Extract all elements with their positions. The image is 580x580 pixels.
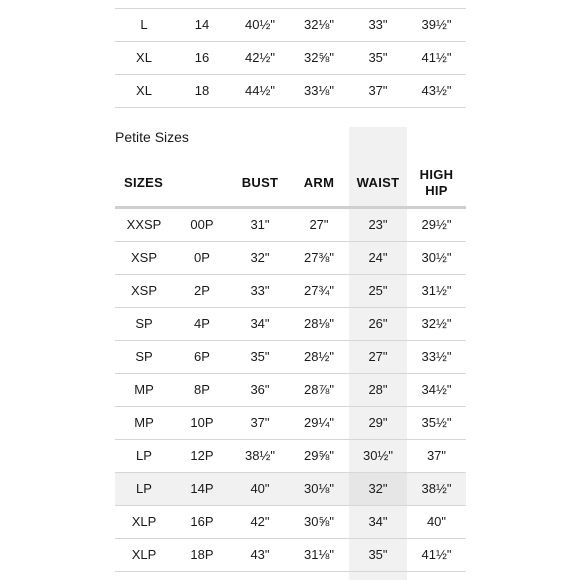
size-cell: SP bbox=[135, 316, 153, 331]
high-hip-cell: 38½" bbox=[421, 481, 452, 496]
header-arm: ARM bbox=[303, 175, 335, 190]
table-row bbox=[115, 242, 466, 275]
arm-cell: 28½" bbox=[304, 349, 334, 364]
high-hip-cell: 35½" bbox=[421, 415, 452, 430]
table-row bbox=[115, 440, 466, 473]
numeric-size-cell: 14 bbox=[194, 17, 210, 32]
arm-cell: 29¼" bbox=[304, 415, 334, 430]
size-cell: XLP bbox=[131, 514, 157, 529]
numeric-size-cell: 12P bbox=[190, 448, 214, 463]
bust-cell: 40½" bbox=[245, 17, 275, 32]
arm-cell: 29⅝" bbox=[304, 448, 334, 463]
size-cell: MP bbox=[134, 382, 154, 397]
bust-cell: 36" bbox=[250, 382, 270, 397]
numeric-size-cell: 14P bbox=[190, 481, 214, 496]
arm-cell: 27" bbox=[309, 217, 329, 232]
numeric-size-cell: 10P bbox=[190, 415, 214, 430]
size-cell: XLP bbox=[131, 547, 157, 562]
numeric-size-cell: 18P bbox=[190, 547, 214, 562]
arm-cell: 32⅝" bbox=[304, 50, 334, 65]
waist-cell: 26" bbox=[368, 316, 388, 331]
size-cell: XSP bbox=[130, 283, 157, 298]
size-cell: XXSP bbox=[126, 217, 162, 232]
waist-cell: 28" bbox=[368, 382, 388, 397]
high-hip-cell: 40" bbox=[426, 514, 447, 529]
high-hip-cell: 41½" bbox=[421, 547, 452, 562]
high-hip-cell: 39½" bbox=[421, 17, 452, 32]
petite-size-table bbox=[115, 209, 466, 572]
waist-cell: 32" bbox=[368, 481, 388, 496]
bust-cell: 43" bbox=[250, 547, 270, 562]
numeric-size-cell: 4P bbox=[194, 316, 210, 331]
high-hip-cell: 31½" bbox=[421, 283, 452, 298]
size-cell: XL bbox=[136, 83, 152, 98]
numeric-size-cell: 16 bbox=[194, 50, 210, 65]
bust-cell: 31" bbox=[250, 217, 270, 232]
table-row bbox=[115, 42, 466, 75]
high-hip-cell: 33½" bbox=[421, 349, 452, 364]
table-row bbox=[115, 308, 466, 341]
size-cell: XSP bbox=[130, 250, 157, 265]
waist-cell: 35" bbox=[368, 547, 388, 562]
waist-cell: 24" bbox=[368, 250, 388, 265]
table-header bbox=[115, 160, 466, 209]
regular-size-table bbox=[115, 9, 466, 108]
arm-cell: 31⅛" bbox=[304, 547, 334, 562]
size-cell: MP bbox=[134, 415, 154, 430]
size-cell: LP bbox=[136, 481, 152, 496]
size-cell: LP bbox=[136, 448, 152, 463]
bust-cell: 34" bbox=[250, 316, 270, 331]
arm-cell: 28⅛" bbox=[304, 316, 334, 331]
table-row bbox=[115, 506, 466, 539]
high-hip-cell: 34½" bbox=[421, 382, 452, 397]
size-cell: L bbox=[140, 17, 148, 32]
waist-cell: 35" bbox=[368, 50, 388, 65]
table-row bbox=[115, 275, 466, 308]
header-high-hip-line1: HIGH bbox=[419, 167, 454, 182]
waist-cell: 29" bbox=[368, 415, 388, 430]
waist-cell: 30½" bbox=[363, 448, 393, 463]
bust-cell: 33" bbox=[250, 283, 270, 298]
waist-cell: 27" bbox=[368, 349, 388, 364]
numeric-size-cell: 16P bbox=[190, 514, 214, 529]
bust-cell: 32" bbox=[250, 250, 270, 265]
waist-cell: 34" bbox=[368, 514, 388, 529]
high-hip-cell: 29½" bbox=[421, 217, 452, 232]
waist-cell: 23" bbox=[368, 217, 388, 232]
section-title: Petite Sizes bbox=[115, 129, 189, 145]
arm-cell: 27⅜" bbox=[304, 250, 334, 265]
arm-cell: 28⅞" bbox=[304, 382, 334, 397]
table-row bbox=[115, 341, 466, 374]
table-row bbox=[115, 209, 466, 242]
bust-cell: 44½" bbox=[245, 83, 275, 98]
table-row bbox=[115, 75, 466, 108]
numeric-size-cell: 6P bbox=[194, 349, 210, 364]
waist-cell: 37" bbox=[368, 83, 388, 98]
arm-cell: 30⅛" bbox=[304, 481, 334, 496]
header-waist: WAIST bbox=[356, 175, 400, 190]
high-hip-cell: 30½" bbox=[421, 250, 452, 265]
size-cell: SP bbox=[135, 349, 153, 364]
numeric-size-cell: 0P bbox=[194, 250, 210, 265]
table-row bbox=[115, 539, 466, 572]
bust-cell: 40" bbox=[250, 481, 270, 496]
high-hip-cell: 32½" bbox=[421, 316, 452, 331]
table-row bbox=[115, 374, 466, 407]
header-sizes: SIZES bbox=[124, 175, 164, 190]
arm-cell: 33⅛" bbox=[304, 83, 334, 98]
bust-cell: 42½" bbox=[245, 50, 275, 65]
size-cell: XL bbox=[136, 50, 152, 65]
high-hip-cell: 41½" bbox=[421, 50, 452, 65]
arm-cell: 27¾" bbox=[304, 283, 334, 298]
table-row-highlighted bbox=[115, 473, 466, 506]
bust-cell: 37" bbox=[250, 415, 270, 430]
bust-cell: 35" bbox=[250, 349, 270, 364]
table-row bbox=[115, 407, 466, 440]
arm-cell: 32⅛" bbox=[304, 17, 334, 32]
waist-cell: 33" bbox=[368, 17, 388, 32]
numeric-size-cell: 8P bbox=[194, 382, 210, 397]
numeric-size-cell: 2P bbox=[194, 283, 210, 298]
high-hip-cell: 43½" bbox=[421, 83, 452, 98]
waist-cell: 25" bbox=[368, 283, 388, 298]
bust-cell: 42" bbox=[250, 514, 270, 529]
header-high-hip-line2: HIP bbox=[425, 183, 448, 198]
numeric-size-cell: 00P bbox=[190, 217, 214, 232]
bust-cell: 38½" bbox=[245, 448, 275, 463]
arm-cell: 30⅝" bbox=[304, 514, 334, 529]
high-hip-cell: 37" bbox=[426, 448, 447, 463]
numeric-size-cell: 18 bbox=[194, 83, 210, 98]
table-row bbox=[115, 9, 466, 42]
header-bust: BUST bbox=[241, 175, 279, 190]
header-high-hip bbox=[407, 160, 466, 206]
